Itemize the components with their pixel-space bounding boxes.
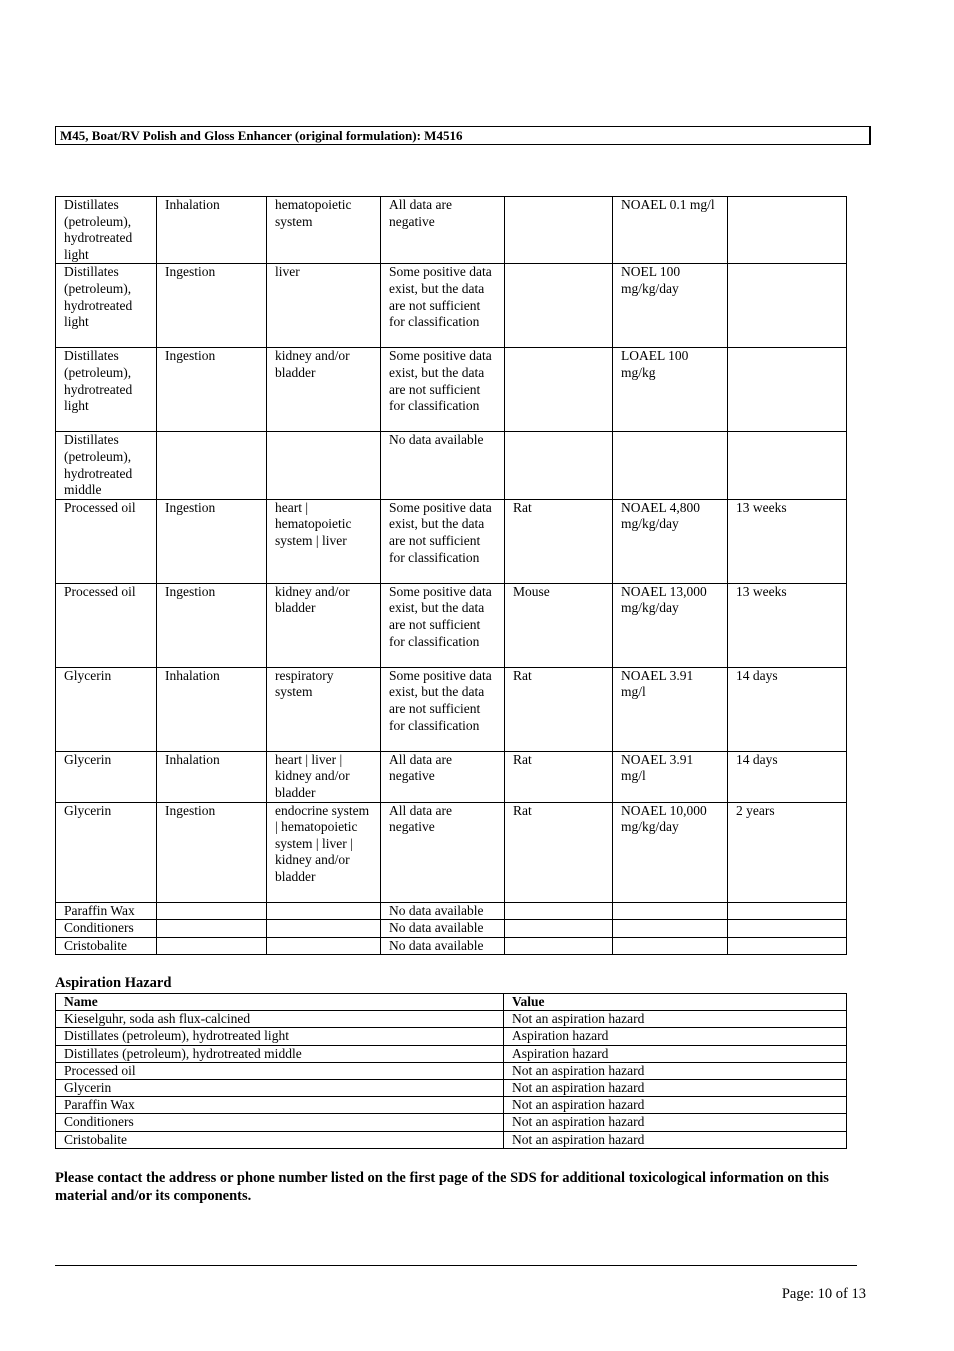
table-row bbox=[56, 920, 847, 938]
cell-substance: Glycerin bbox=[56, 751, 157, 802]
table-row bbox=[56, 348, 847, 432]
cell-value: No data available bbox=[381, 937, 505, 955]
cell-duration: 13 weeks bbox=[728, 583, 847, 667]
cell-target-organ: heart | liver | kidney and/or bladder bbox=[267, 751, 381, 802]
cell-target-organ: kidney and/or bladder bbox=[267, 583, 381, 667]
cell-route bbox=[157, 902, 267, 920]
cell-substance: Distillates (petroleum), hydrotreated middle bbox=[56, 432, 157, 499]
cell-value: No data available bbox=[381, 920, 505, 938]
footer-divider bbox=[55, 1265, 857, 1266]
cell-species bbox=[505, 937, 613, 955]
cell-target-organ bbox=[267, 432, 381, 499]
table-row bbox=[56, 937, 847, 955]
cell-species bbox=[505, 902, 613, 920]
cell-test-result: LOAEL 100 mg/kg bbox=[613, 348, 728, 432]
cell-test-result: NOAEL 0.1 mg/l bbox=[613, 197, 728, 264]
cell-substance: Paraffin Wax bbox=[56, 902, 157, 920]
table-row bbox=[56, 1062, 847, 1079]
cell-species: Rat bbox=[505, 499, 613, 583]
cell-test-result bbox=[613, 937, 728, 955]
cell-target-organ bbox=[267, 902, 381, 920]
cell-duration bbox=[728, 432, 847, 499]
cell-target-organ: endocrine system | hematopoietic system | liver | kidney and/or bladder bbox=[267, 802, 381, 902]
cell-route: Ingestion bbox=[157, 348, 267, 432]
cell-value: Not an aspiration hazard bbox=[504, 1080, 847, 1097]
cell-value: Not an aspiration hazard bbox=[504, 1114, 847, 1131]
cell-substance: Distillates (petroleum), hydrotreated light bbox=[56, 264, 157, 348]
toxicity-table bbox=[55, 196, 847, 955]
cell-value: Not an aspiration hazard bbox=[504, 1097, 847, 1114]
cell-value: Aspiration hazard bbox=[504, 1028, 847, 1045]
table-row bbox=[56, 902, 847, 920]
cell-name: Conditioners bbox=[56, 1114, 504, 1131]
cell-route: Inhalation bbox=[157, 197, 267, 264]
cell-value: All data are negative bbox=[381, 802, 505, 902]
cell-target-organ: liver bbox=[267, 264, 381, 348]
cell-species bbox=[505, 432, 613, 499]
table-header-row bbox=[56, 994, 847, 1011]
cell-substance: Conditioners bbox=[56, 920, 157, 938]
cell-species bbox=[505, 920, 613, 938]
cell-target-organ: kidney and/or bladder bbox=[267, 348, 381, 432]
cell-value: Not an aspiration hazard bbox=[504, 1011, 847, 1028]
cell-route: Ingestion bbox=[157, 264, 267, 348]
table-row bbox=[56, 264, 847, 348]
table-row bbox=[56, 1080, 847, 1097]
cell-species: Rat bbox=[505, 667, 613, 751]
table-row bbox=[56, 802, 847, 902]
cell-route: Ingestion bbox=[157, 583, 267, 667]
cell-test-result: NOAEL 13,000 mg/kg/day bbox=[613, 583, 728, 667]
cell-test-result: NOEL 100 mg/kg/day bbox=[613, 264, 728, 348]
cell-name: Processed oil bbox=[56, 1062, 504, 1079]
column-header-name: Name bbox=[56, 994, 504, 1011]
table-row bbox=[56, 197, 847, 264]
cell-species bbox=[505, 348, 613, 432]
cell-route bbox=[157, 432, 267, 499]
cell-species bbox=[505, 197, 613, 264]
cell-substance: Glycerin bbox=[56, 802, 157, 902]
cell-name: Glycerin bbox=[56, 1080, 504, 1097]
cell-substance: Distillates (petroleum), hydrotreated light bbox=[56, 197, 157, 264]
cell-target-organ: heart | hematopoietic system | liver bbox=[267, 499, 381, 583]
aspiration-hazard-title: Aspiration Hazard bbox=[55, 975, 172, 991]
cell-substance: Distillates (petroleum), hydrotreated light bbox=[56, 348, 157, 432]
cell-value: Some positive data exist, but the data are not sufficient for classification bbox=[381, 583, 505, 667]
cell-duration bbox=[728, 348, 847, 432]
table-row bbox=[56, 583, 847, 667]
aspiration-hazard-table bbox=[55, 993, 847, 1149]
cell-duration bbox=[728, 937, 847, 955]
cell-value: Aspiration hazard bbox=[504, 1045, 847, 1062]
cell-route bbox=[157, 920, 267, 938]
cell-duration: 14 days bbox=[728, 751, 847, 802]
cell-value: Some positive data exist, but the data are not sufficient for classification bbox=[381, 667, 505, 751]
table-row bbox=[56, 1114, 847, 1131]
cell-name: Paraffin Wax bbox=[56, 1097, 504, 1114]
cell-route: Ingestion bbox=[157, 802, 267, 902]
cell-name: Distillates (petroleum), hydrotreated light bbox=[56, 1028, 504, 1045]
cell-species: Mouse bbox=[505, 583, 613, 667]
cell-value: No data available bbox=[381, 432, 505, 499]
table-row bbox=[56, 1097, 847, 1114]
cell-substance: Processed oil bbox=[56, 583, 157, 667]
cell-name: Kieselguhr, soda ash flux-calcined bbox=[56, 1011, 504, 1028]
cell-test-result bbox=[613, 902, 728, 920]
cell-route: Inhalation bbox=[157, 667, 267, 751]
table-row bbox=[56, 667, 847, 751]
cell-duration: 13 weeks bbox=[728, 499, 847, 583]
cell-species: Rat bbox=[505, 802, 613, 902]
cell-target-organ bbox=[267, 937, 381, 955]
cell-route: Ingestion bbox=[157, 499, 267, 583]
cell-route bbox=[157, 937, 267, 955]
cell-duration bbox=[728, 264, 847, 348]
cell-value: Not an aspiration hazard bbox=[504, 1062, 847, 1079]
table-row bbox=[56, 499, 847, 583]
table-row bbox=[56, 1011, 847, 1028]
document-header: M45, Boat/RV Polish and Gloss Enhancer (original formulation): M4516 bbox=[55, 126, 871, 145]
column-header-value: Value bbox=[504, 994, 847, 1011]
cell-value: Not an aspiration hazard bbox=[504, 1131, 847, 1148]
cell-duration: 2 years bbox=[728, 802, 847, 902]
cell-route: Inhalation bbox=[157, 751, 267, 802]
table-row bbox=[56, 1131, 847, 1148]
cell-name: Cristobalite bbox=[56, 1131, 504, 1148]
cell-value: No data available bbox=[381, 902, 505, 920]
cell-value: Some positive data exist, but the data are not sufficient for classification bbox=[381, 264, 505, 348]
table-row bbox=[56, 432, 847, 499]
cell-test-result: NOAEL 3.91 mg/l bbox=[613, 667, 728, 751]
cell-name: Distillates (petroleum), hydrotreated middle bbox=[56, 1045, 504, 1062]
cell-value: All data are negative bbox=[381, 751, 505, 802]
cell-test-result: NOAEL 10,000 mg/kg/day bbox=[613, 802, 728, 902]
page-number: Page: 10 of 13 bbox=[781, 1286, 866, 1302]
footer-note: Please contact the address or phone number listed on the first page of the SDS for additional toxicological information on this material and/or its components. bbox=[55, 1170, 829, 1204]
cell-test-result bbox=[613, 920, 728, 938]
cell-duration bbox=[728, 920, 847, 938]
cell-test-result: NOAEL 4,800 mg/kg/day bbox=[613, 499, 728, 583]
cell-test-result: NOAEL 3.91 mg/l bbox=[613, 751, 728, 802]
cell-species: Rat bbox=[505, 751, 613, 802]
cell-value: Some positive data exist, but the data are not sufficient for classification bbox=[381, 499, 505, 583]
cell-duration bbox=[728, 902, 847, 920]
table-row bbox=[56, 751, 847, 802]
cell-target-organ: hematopoietic system bbox=[267, 197, 381, 264]
cell-substance: Cristobalite bbox=[56, 937, 157, 955]
cell-substance: Glycerin bbox=[56, 667, 157, 751]
cell-value: All data are negative bbox=[381, 197, 505, 264]
cell-test-result bbox=[613, 432, 728, 499]
cell-species bbox=[505, 264, 613, 348]
table-row bbox=[56, 1045, 847, 1062]
cell-duration: 14 days bbox=[728, 667, 847, 751]
cell-substance: Processed oil bbox=[56, 499, 157, 583]
cell-value: Some positive data exist, but the data are not sufficient for classification bbox=[381, 348, 505, 432]
table-row bbox=[56, 1028, 847, 1045]
cell-target-organ: respiratory system bbox=[267, 667, 381, 751]
cell-duration bbox=[728, 197, 847, 264]
cell-target-organ bbox=[267, 920, 381, 938]
